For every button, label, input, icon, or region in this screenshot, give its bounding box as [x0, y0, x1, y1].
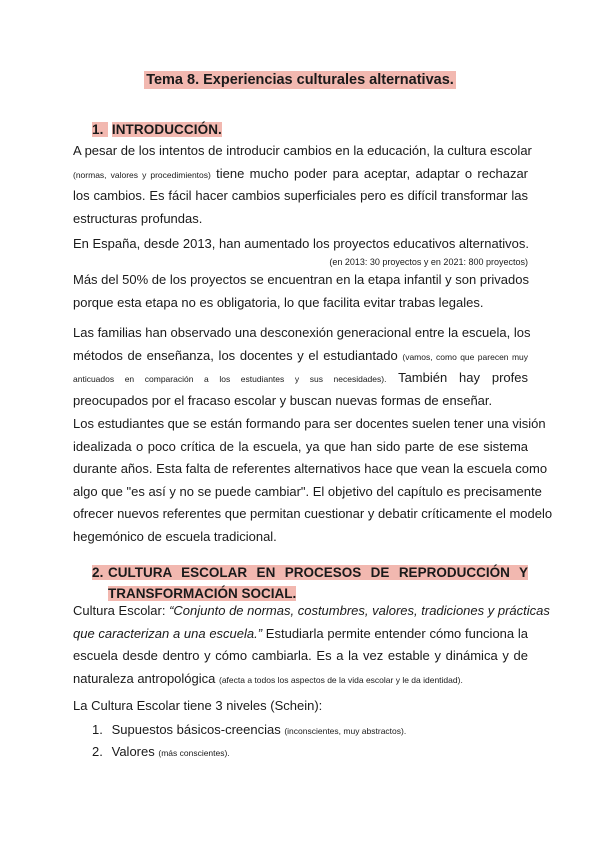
intro-paragraph-1: A pesar de los intentos de introducir cambios en la educación, la cultura escolar (normas, valores y procedimientos) tiene mucho poder para aceptar, adaptar o rechazar los cambios. Es fácil hacer cambios superficiales pero es difícil transformar las estructuras profundas. — [73, 143, 532, 226]
level-item: 1. Supuestos básicos-creencias (inconscientes, muy abstractos). — [92, 722, 407, 737]
intro-paragraph-3: Las familias han observado una desconexión generacional entre la escuela, los métodos de enseñanza, los docentes y el estudiantado (vamos, como que parecen muy anticuados en comparación a los estudiantes y sus necesidades). También hay profes preocupados por el fracaso escolar y buscan nuevas formas de enseñar. — [73, 325, 531, 408]
intro-paragraph-2: En España, desde 2013, han aumentado los proyectos educativos alternativos. — [73, 236, 530, 251]
intro-paragraph-4: Los estudiantes que se están formando para ser docentes suelen tener una visión idealizada o poco crítica de la escuela, ya que han sido parte de ese sistema durante años. Esta falta de referentes alternativos hace que vean la escuela como algo que "es así y no se puede cambiar". El objetivo del capítulo es precisamente ofrecer nuevos referentes que permitan cuestionar y debatir críticamente el modelo hegemónico de escuela tradicional. — [73, 416, 553, 544]
level-item: 2. Valores (más conscientes). — [92, 744, 230, 759]
levels-intro: La Cultura Escolar tiene 3 niveles (Schein): — [73, 698, 323, 713]
intro-paragraph-2-cont: Más del 50% de los proyectos se encuentran en la etapa infantil y son privados porque esta etapa no es obligatoria, lo que facilita evitar trabas legales. — [73, 272, 529, 310]
document-title: Tema 8. Experiencias culturales alternativas. — [146, 72, 454, 88]
section-2-number: 2. — [92, 565, 108, 580]
section-1-heading: 1. INTRODUCCIÓN. — [92, 122, 222, 137]
section-2-heading: CULTURA ESCOLAR EN PROCESOS DE REPRODUCCIÓN Y TRANSFORMACIÓN SOCIAL. — [108, 565, 528, 601]
cultura-escolar-paragraph: Cultura Escolar: “Conjunto de normas, costumbres, valores, tradiciones y prácticas que caracterizan a una escuela.” Estudiarla permite entender cómo funciona la escuela desde dentro y cómo cambiarla. Es a la vez estable y dinámica y de naturaleza antropológica (afecta a todos los aspectos de la vida escolar y le da identidad). — [73, 603, 550, 686]
projects-note: (en 2013: 30 proyectos y en 2021: 800 proyectos) — [329, 257, 528, 267]
